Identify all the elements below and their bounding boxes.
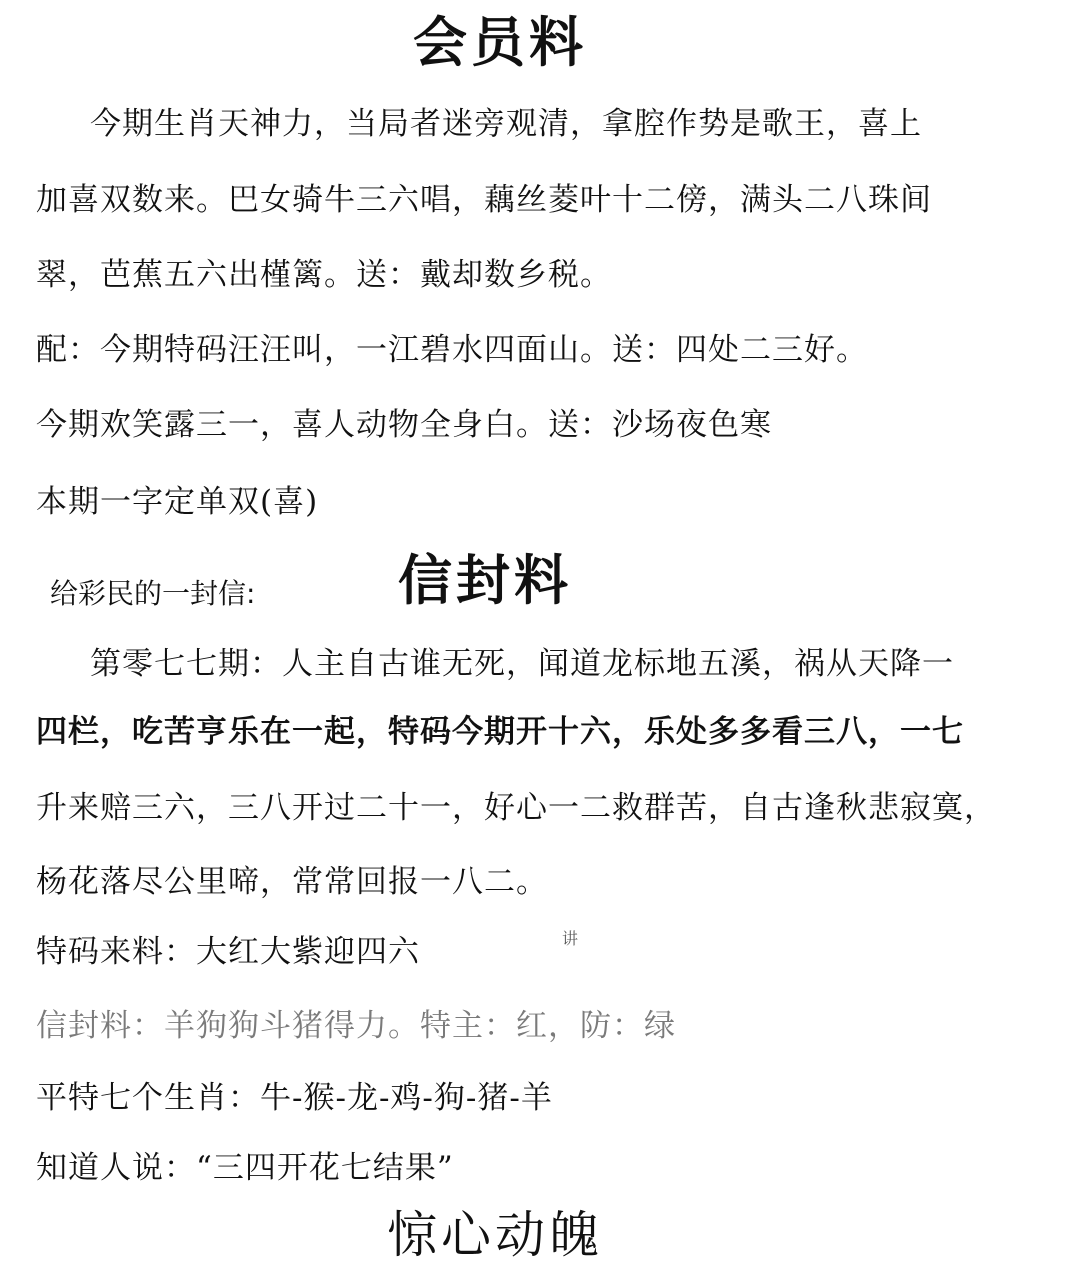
envelope-line-8: 知道人说：“三四开花七结果” (36, 1150, 454, 1186)
shock-section-title: 惊心动魄 (387, 1206, 603, 1264)
envelope-section-title: 信封料 (398, 549, 572, 612)
envelope-line-6: 信封料：羊狗狗斗猪得力。特主：红，防：绿 (36, 1008, 676, 1044)
letter-label: 给彩民的一封信: (50, 577, 256, 610)
member-line-4: 配：今期特码汪汪叫，一江碧水四面山。送：四处二三好。 (36, 332, 868, 368)
member-line-1: 今期生肖天神力，当局者迷旁观清，拿腔作势是歌王，喜上 (90, 106, 922, 142)
member-line-2: 加喜双数来。巴女骑牛三六唱，藕丝菱叶十二傍，满头二八珠间 (36, 182, 932, 218)
envelope-heading-row (50, 546, 1050, 626)
member-line-5: 今期欢笑露三一，喜人动物全身白。送：沙场夜色寒 (36, 407, 772, 443)
envelope-line-3: 升来赔三六，三八开过二十一，好心一二救群苦，自古逢秋悲寂寞， (36, 790, 996, 826)
envelope-line-4: 杨花落尽公里啼，常常回报一八二。 (36, 864, 548, 900)
member-line-6: 本期一字定单双(喜) (36, 484, 319, 520)
envelope-line-2: 四栏，吃苦亨乐在一起，特码今期开十六，乐处多多看三八，一七 (36, 714, 964, 750)
envelope-line-5: 特码来料：大红大紫迎四六 (36, 934, 420, 970)
envelope-line-7: 平特七个生肖：牛-猴-龙-鸡-狗-猪-羊 (36, 1080, 553, 1116)
member-line-3: 翠，芭蕉五六出槿篱。送：戴却数乡税。 (36, 257, 612, 293)
stray-mark: 讲 (562, 929, 579, 948)
envelope-line-1: 第零七七期：人主自古谁无死，闻道龙标地五溪，祸从天降一 (90, 646, 954, 682)
member-section-title: 会员料 (413, 11, 587, 74)
